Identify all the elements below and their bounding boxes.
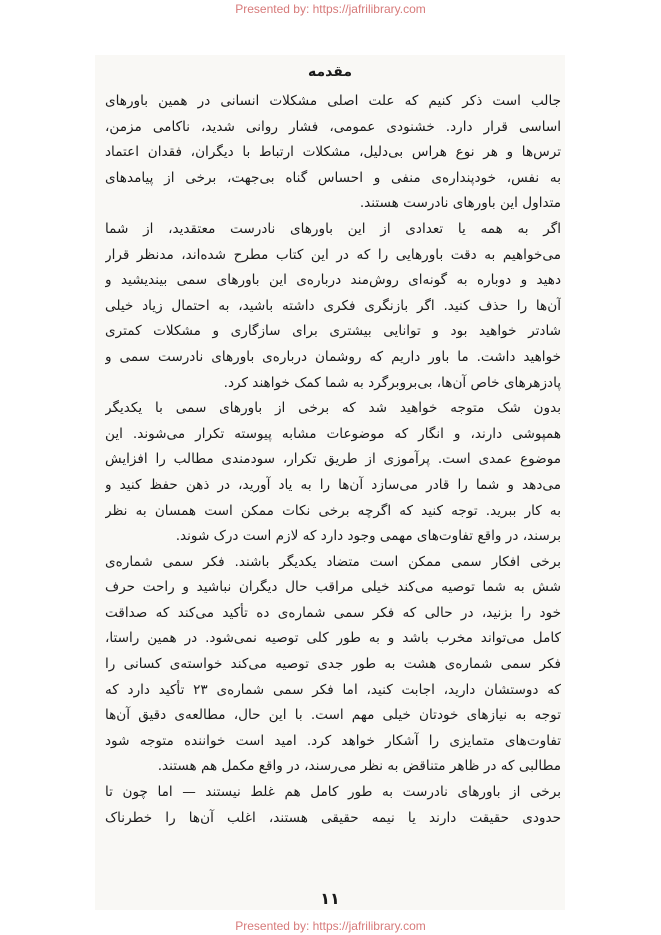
text-line: ترس‌ها و هر نوع هراس بی‌دلیل، مشکلات ارتباط با دیگران، فقدان اعتماد (105, 144, 561, 161)
text-line: مطالبی که در ظاهر متناقض به نظر می‌رسند، در واقع مکمل هم هستند. (157, 758, 561, 775)
text-line: جالب است ذکر کنیم که علت اصلی مشکلات انسانی در همین باورهای (105, 93, 561, 109)
text-line: همپوشی دارند، و انگار که موضوعات مشابه پیوسته تکرار می‌شوند. این (105, 425, 561, 442)
paragraph (105, 550, 561, 780)
watermark-bottom: Presented by: https://jafrilibrary.com (235, 919, 426, 933)
text-line: می‌دهد و شما را قادر می‌سازد آن‌ها را به یاد آورید، در ذهن حفظ کنید و (105, 476, 561, 493)
text-line: موضوع عمدی است. پرآموزی از طریق تکرار، سودمندی مطالب را افزایش (105, 451, 561, 468)
paragraph (105, 89, 561, 217)
paragraph (105, 396, 561, 550)
text-line: حدودی حقیقت دارند یا نیمه حقیقی هستند، اغلب آن‌ها را خطرناک (105, 809, 561, 826)
text-line: دهید و دوباره به گونه‌ای روش‌مند درباره‌ی این باورهای سمی بیندیشید و (105, 272, 561, 289)
page-title: مقدمه (308, 64, 352, 80)
text-line: پادزهرهای خاص آن‌ها، بی‌بروبرگرد به شما کمک خواهند کرد. (223, 374, 561, 391)
watermark-top: Presented by: https://jafrilibrary.com (235, 2, 426, 16)
text-line: به نفس، خودپنداره‌ی منفی و احساس گناه بی‌جهت، برخی از پیامدهای (105, 169, 561, 186)
text-line: به کار ببرید. توجه کنید که اگرچه برخی نکات ممکن است همسان به نظر (105, 502, 561, 519)
text-line: اگر به همه یا تعدادی از این باورهای نادرست معتقدید، از شما (105, 220, 561, 237)
text-line: برسند، در واقع تفاوت‌های مهمی وجود دارد که لازم است درک شوند. (175, 528, 561, 545)
text-line: می‌خواهیم به دقت باورهایی را که در این کتاب مطرح شده‌اند، مدنظر قرار (105, 246, 561, 263)
text-line: توجه به نیازهای خودتان خیلی مهم است. با این حال، مطالعه‌ی دقیق آن‌ها (105, 707, 561, 724)
text-line: خواهید داشت. ما باور داریم که روشمان درباره‌ی باورهای نادرست سمی و (105, 348, 561, 365)
text-line: خود را بزنید، در حالی که فکر سمی شماره‌ی ده تأکید می‌کند که صداقت (105, 604, 561, 621)
book-page (95, 55, 565, 910)
paragraph (105, 217, 561, 396)
text-line: شش به شما توصیه می‌کند خیلی مراقب حال دیگران نباشید و راحت حرف (105, 579, 561, 596)
text-line: بدون شک متوجه خواهید شد که برخی از باورهای سمی با یکدیگر (105, 400, 561, 417)
text-line: فکر سمی شماره‌ی هشت به طور جدی توصیه می‌کند خواسته‌ی کسانی را (105, 656, 561, 673)
text-line: که دوستشان دارید، اجابت کنید، اما فکر سمی شماره‌ی ۲۳ تأکید دارد که (105, 681, 561, 698)
body-text (105, 89, 561, 831)
text-line: برخی افکار سمی ممکن است متضاد یکدیگر باشند. فکر سمی شماره‌ی (105, 553, 561, 570)
text-line: برخی از باورهای نادرست به طور کامل هم غلط نیستند — اما چون تا (105, 784, 561, 801)
text-line: کامل می‌تواند مخرب باشد و به طور کلی توصیه نمی‌شود. در همین راستا، (105, 630, 561, 647)
page-number: ۱۱ (320, 889, 340, 908)
text-line: آن‌ها را حذف کنید. اگر بازنگری فکری داشته باشید، به احتمال زیاد خیلی (105, 297, 561, 314)
text-line: اساسی قرار دارد. خشنودی عمومی، فشار روانی شدید، ناکامی مزمن، (105, 118, 561, 135)
paragraph (105, 780, 561, 831)
text-line: متداول این باورهای نادرست هستند. (359, 195, 561, 212)
text-line: شادتر خواهید بود و توانایی بیشتری برای سازگاری و مشکلات کمتری (105, 323, 561, 340)
text-line: تفاوت‌های متمایزی را آشکار خواهد کرد. امید است خواننده متوجه شود (105, 732, 561, 749)
